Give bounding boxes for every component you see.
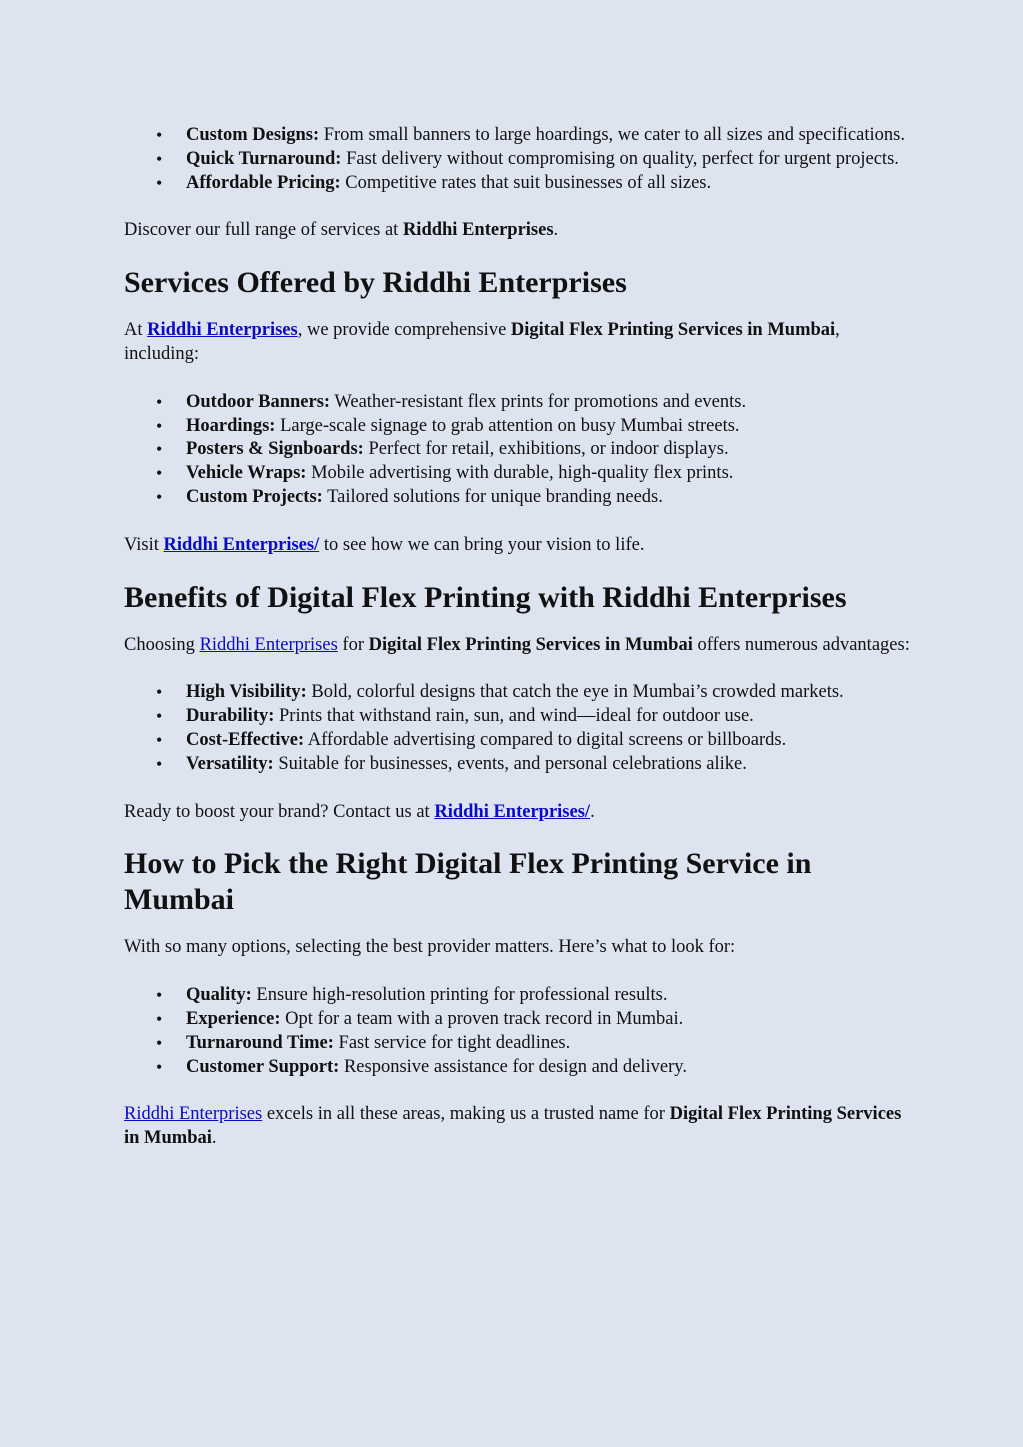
bullet-icon: •	[156, 486, 163, 507]
bullet-icon: •	[156, 753, 163, 774]
list-item: • Versatility: Suitable for businesses, events, and personal celebrations alike.	[186, 753, 914, 777]
riddhi-enterprises-link[interactable]: Riddhi Enterprises/	[163, 534, 320, 555]
item-text: Fast delivery without compromising on quality, perfect for urgent projects.	[341, 148, 899, 169]
riddhi-enterprises-link[interactable]: Riddhi Enterprises	[124, 1104, 263, 1125]
list-item	[156, 148, 914, 172]
benefits-list	[124, 681, 914, 776]
section-heading-services: Services Offered by Riddhi Enterprises	[124, 266, 627, 300]
item-term: Custom Designs:	[186, 125, 320, 145]
section-heading-how-to-pick: How to Pick the Right Digital Flex Printing Service in Mumbai	[124, 847, 812, 917]
riddhi-enterprises-link[interactable]: Riddhi Enterprises	[147, 320, 298, 341]
list-item: • Customer Support: Responsive assistance for design and delivery.	[186, 1056, 914, 1080]
features-list	[124, 124, 914, 195]
item-term: Affordable Pricing:	[186, 172, 341, 193]
item-text: Competitive rates that suit businesses of all sizes.	[340, 172, 712, 193]
list-item: • High Visibility: Bold, colorful designs that catch the eye in Mumbai’s crowded markets.	[186, 681, 914, 705]
list-item: • Cost-Effective: Affordable advertising compared to digital screens or billboards.	[186, 729, 914, 753]
list-item: • Outdoor Banners: Weather-resistant flex prints for promotions and events.	[186, 391, 914, 415]
bullet-icon: •	[156, 1008, 163, 1029]
bullet-icon: •	[156, 463, 163, 484]
bullet-icon: •	[156, 172, 163, 193]
bullet-icon: •	[156, 391, 163, 412]
list-item	[156, 172, 914, 196]
bullet-icon: •	[156, 706, 163, 727]
list-item: • Turnaround Time: Fast service for tight deadlines.	[186, 1032, 914, 1056]
riddhi-enterprises-link[interactable]: Riddhi Enterprises/	[434, 801, 591, 822]
visit-paragraph: Visit Riddhi Enterprises/ to see how we can bring your vision to life.	[124, 534, 645, 555]
services-intro: At Riddhi Enterprises, we provide comprehensive Digital Flex Printing Services in Mumbai, including:	[124, 320, 840, 364]
riddhi-enterprises-link[interactable]: Riddhi Enterprises	[199, 634, 338, 655]
services-list	[124, 391, 914, 510]
bullet-icon: •	[156, 985, 163, 1006]
item-term: Quick Turnaround:	[186, 148, 342, 169]
criteria-list	[124, 984, 914, 1079]
list-item: • Quality: Ensure high-resolution printing for professional results.	[186, 984, 914, 1008]
bullet-icon: •	[156, 1056, 163, 1077]
brand-name: Riddhi Enterprises	[402, 220, 554, 241]
bullet-icon: •	[156, 415, 163, 436]
bullet-icon: •	[156, 125, 163, 145]
item-text: From small banners to large hoardings, we cater to all sizes and specifications.	[319, 125, 905, 145]
list-item: • Vehicle Wraps: Mobile advertising with durable, high-quality flex prints.	[186, 462, 914, 486]
closing-paragraph: Riddhi Enterprises excels in all these areas, making us a trusted name for Digital Flex Printing Services in Mumbai.	[124, 1104, 902, 1149]
how-to-pick-intro: With so many options, selecting the best provider matters. Here’s what to look for:	[124, 937, 736, 958]
list-item: • Custom Projects: Tailored solutions for unique branding needs.	[186, 486, 914, 510]
bullet-icon: •	[156, 729, 163, 750]
bullet-icon: •	[156, 1032, 163, 1053]
list-item: • Durability: Prints that withstand rain, sun, and wind—ideal for outdoor use.	[186, 705, 914, 729]
document-content	[124, 124, 914, 1151]
section-heading-benefits: Benefits of Digital Flex Printing with Riddhi Enterprises	[124, 580, 847, 614]
list-item	[156, 124, 914, 148]
cta-paragraph: Ready to boost your brand? Contact us at Riddhi Enterprises/.	[124, 801, 595, 822]
discover-paragraph: Discover our full range of services at Riddhi Enterprises.	[124, 220, 559, 241]
benefits-intro: Choosing Riddhi Enterprises for Digital Flex Printing Services in Mumbai offers numerous advantages:	[124, 634, 910, 655]
bullet-icon: •	[156, 148, 163, 169]
bullet-icon: •	[156, 682, 163, 703]
list-item: • Hoardings: Large-scale signage to grab attention on busy Mumbai streets.	[186, 415, 914, 439]
list-item: • Posters & Signboards: Perfect for retail, exhibitions, or indoor displays.	[186, 438, 914, 462]
bullet-icon: •	[156, 439, 163, 460]
list-item: • Experience: Opt for a team with a proven track record in Mumbai.	[186, 1008, 914, 1032]
